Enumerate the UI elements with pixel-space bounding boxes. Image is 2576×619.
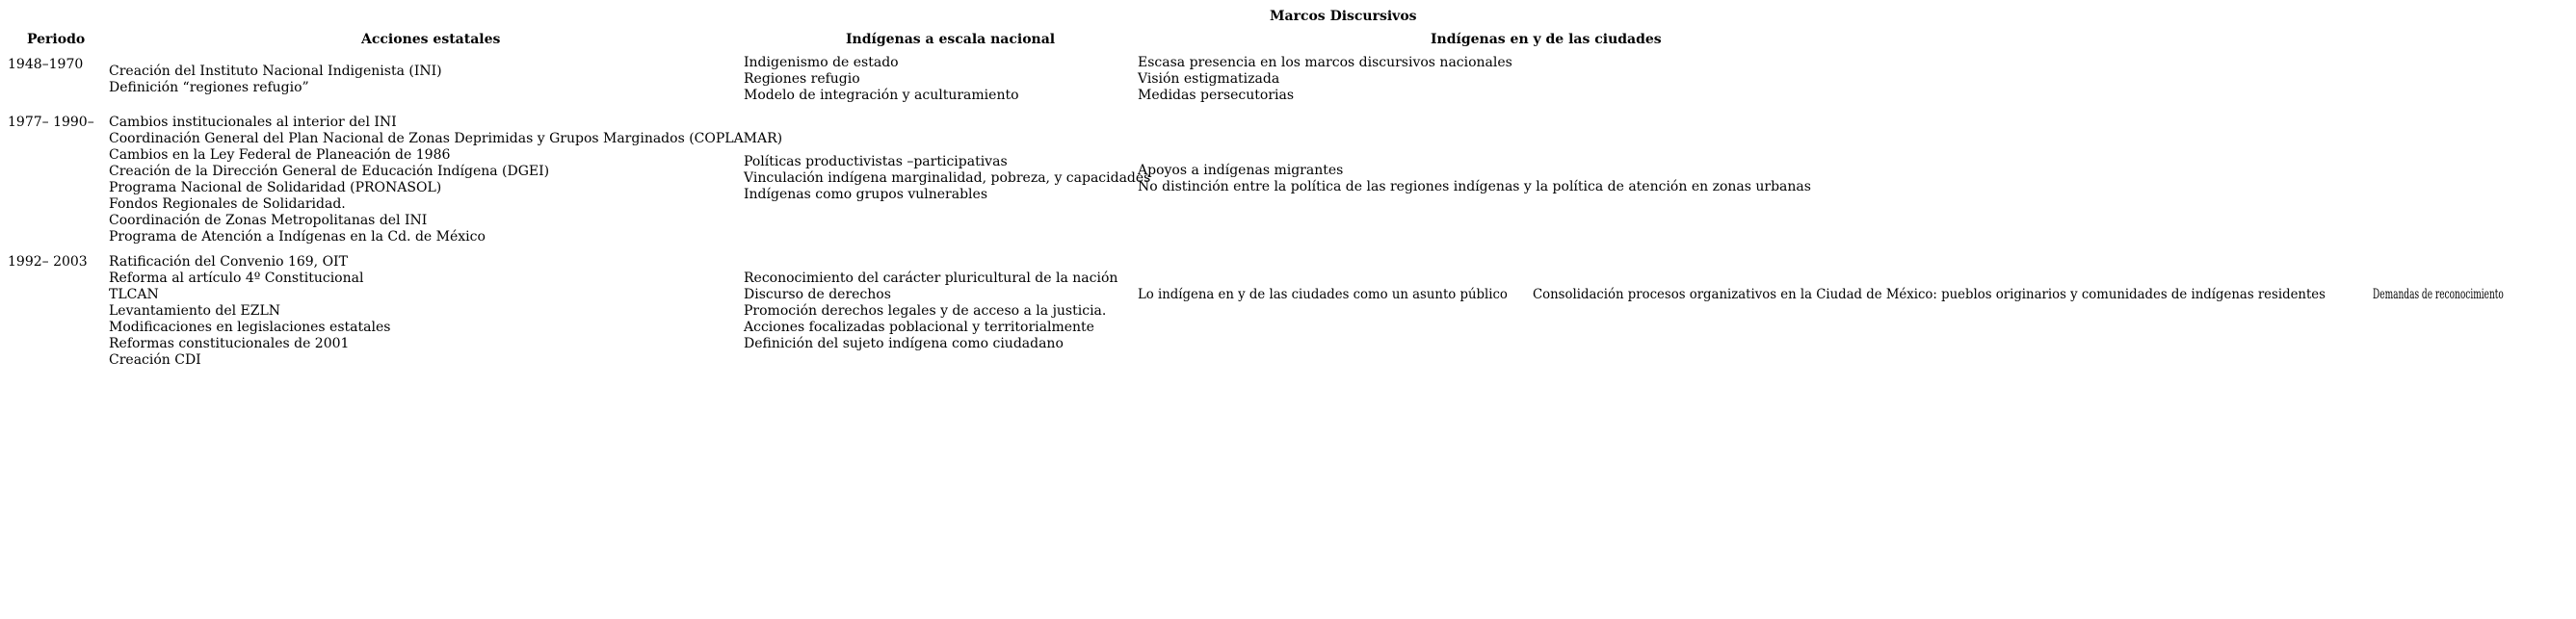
- list-item: Reforma al artículo 4º Constitucional: [109, 271, 364, 286]
- list-item: Levantamiento del EZLN: [109, 303, 281, 319]
- list-item: Coordinación General del Plan Nacional de Zonas Deprimidas y Grupos Marginados (COPLAMAR): [109, 131, 783, 146]
- list-item: Lo indígena en y de las ciudades como un asunto público: [1138, 287, 1508, 302]
- list-item: Medidas persecutorias: [1138, 88, 1295, 103]
- list-item: Indígenas como grupos vulnerables: [744, 187, 988, 202]
- list-item: Fondos Regionales de Solidaridad.: [109, 196, 346, 212]
- list-item: Regiones refugio: [744, 71, 860, 87]
- list-item: Reconocimiento del carácter pluricultural de la nación: [744, 271, 1118, 286]
- list-item: TLCAN: [109, 287, 159, 302]
- table-row-periodo: [8, 254, 88, 271]
- list-item: No distinción entre la política de las regiones indígenas y la política de atención en zonas urbanas: [1138, 179, 1811, 194]
- list-item: Promoción derechos legales y de acceso a la justicia.: [744, 303, 1107, 319]
- list-item: Cambios en la Ley Federal de Planeación de 1986: [109, 147, 451, 163]
- table-row-ciudades: [1138, 287, 2576, 303]
- list-item: Demandas de reconocimiento: [2373, 287, 2505, 302]
- list-item: Programa de Atención a Indígenas en la Cd. de México: [109, 229, 486, 245]
- column-header-nacional: Indígenas a escala nacional: [846, 32, 1056, 47]
- table-row-periodo: [8, 115, 94, 131]
- list-item: Consolidación procesos organizativos en la Ciudad de México: pueblos originarios y comunidades de indígenas residentes: [1532, 287, 2326, 302]
- list-item: Cambios institucionales al interior del INI: [109, 115, 397, 130]
- list-item: Indigenismo de estado: [744, 55, 899, 70]
- list-item: Definición del sujeto indígena como ciudadano: [744, 336, 1064, 351]
- list-item: Acciones focalizadas poblacional y territorialmente: [744, 320, 1094, 335]
- list-item: Modelo de integración y aculturamiento: [744, 88, 1019, 103]
- list-item: Visión estigmatizada: [1138, 71, 1280, 87]
- table-row-ciudades: [1138, 163, 1811, 195]
- list-item: Creación de la Dirección General de Educación Indígena (DGEI): [109, 164, 550, 179]
- table-row-acciones: [109, 115, 782, 245]
- periodo-cell: 1992– 2003: [8, 254, 88, 270]
- list-item: Modificaciones en legislaciones estatales: [109, 320, 391, 335]
- list-item: Coordinación de Zonas Metropolitanas del INI: [109, 213, 428, 228]
- table-row-acciones: [109, 254, 390, 369]
- table-row-acciones: [109, 64, 442, 96]
- column-header-ciudades: Indígenas en y de las ciudades: [1431, 32, 1662, 47]
- periodo-cell: 1948–1970: [8, 57, 84, 72]
- table-row-periodo: [8, 57, 83, 73]
- list-item: Escasa presencia en los marcos discursivos nacionales: [1138, 55, 1512, 70]
- list-item: Reformas constitucionales de 2001: [109, 336, 350, 351]
- table-row-nacional: [744, 271, 1117, 352]
- list-item: Políticas productivistas –participativas: [744, 154, 1008, 169]
- list-item: Creación del Instituto Nacional Indigenista (INI): [109, 64, 442, 79]
- column-header-periodo: Periodo: [27, 32, 86, 47]
- column-header-acciones: Acciones estatales: [361, 32, 501, 47]
- list-item: Discurso de derechos: [744, 287, 891, 302]
- table-row-nacional: [744, 55, 1019, 104]
- list-item: Vinculación indígena marginalidad, pobreza, y capacidades: [744, 170, 1151, 186]
- list-item: Programa Nacional de Solidaridad (PRONASOL): [109, 180, 442, 195]
- table-row-nacional: [744, 154, 1150, 203]
- list-item: Definición “regiones refugio”: [109, 80, 309, 95]
- periodo-cell: 1977– 1990–: [8, 115, 94, 130]
- group-header-marcos-discursivos: Marcos Discursivos: [1270, 9, 1417, 24]
- table-row-ciudades: [1138, 55, 1512, 104]
- list-item: Apoyos a indígenas migrantes: [1138, 163, 1344, 178]
- list-item: Creación CDI: [109, 352, 201, 368]
- list-item: Ratificación del Convenio 169, OIT: [109, 254, 348, 270]
